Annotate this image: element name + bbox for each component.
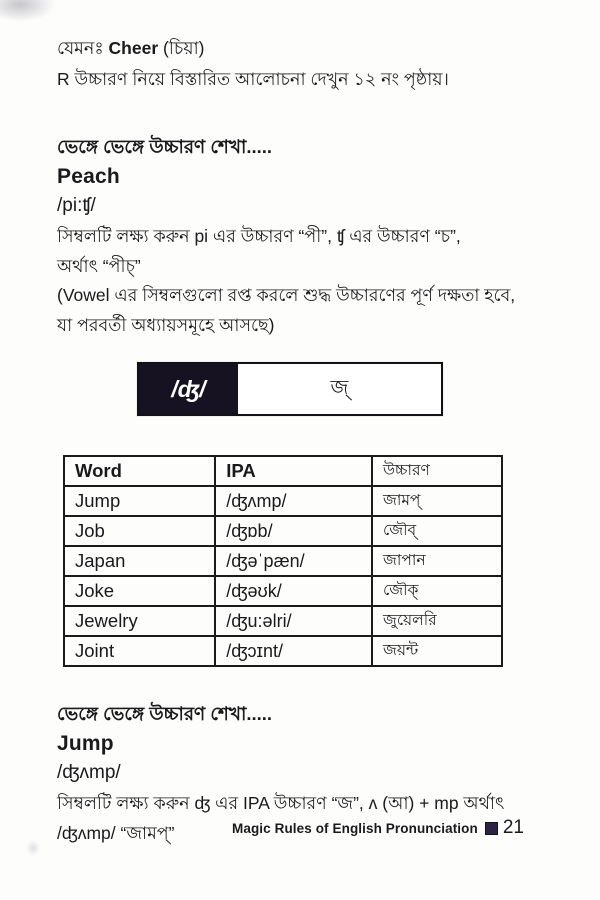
cell-bengali: জৌব্ [372,516,502,546]
cell-word: Japan [64,546,215,576]
jump-paragraph-line: সিম্বলটি লক্ষ্য করুন ʤ এর IPA উচ্চারণ “জ”, ʌ (আ) + mp অর্থাৎ [57,793,505,813]
header-ipa: IPA [215,456,372,486]
table-row [64,636,502,666]
peach-paragraph-line: (Vowel এর সিম্বলগুলো রপ্ত করলে শুদ্ধ উচ্চারণের পূর্ণ দক্ষতা হবে, [57,285,516,305]
cell-bengali: জাপান [372,546,502,576]
section-heading-jump: ভেঙ্গে ভেঙ্গে উচ্চারণ শেখা..... [57,703,273,724]
cell-bengali: জুয়েলরি [372,606,502,636]
cell-ipa: /ʤʌmp/ [215,486,372,516]
jump-paragraph-line: /ʤʌmp/ “জামপ্” [57,822,175,843]
cell-ipa: /ʤu:əlri/ [215,606,372,636]
book-title: Magic Rules of English Pronunciation [231,820,478,836]
table-header-row [64,456,502,486]
example-line [57,36,560,60]
cell-word: Jewelry [64,606,215,636]
ipa-jump: /ʤʌmp/ [57,762,121,783]
header-uccharon: উচ্চারণ [372,456,502,486]
cell-word: Jump [64,486,215,516]
sound-symbol-bengali: জ্ [330,376,349,399]
section-heading-peach: ভেঙ্গে ভেঙ্গে উচ্চারণ শেখা..... [57,136,273,157]
table-row [64,606,502,636]
cell-bengali: জয়ন্ট [372,636,502,666]
example-word: Cheer [108,38,159,58]
page-footer [232,817,524,839]
table-row [64,486,502,516]
cell-bengali: জামপ্ [372,486,502,516]
word-title-jump: Jump [57,732,114,755]
reference-note: R উচ্চারণ নিয়ে বিস্তারিত আলোচনা দেখুন ১২ নং পৃষ্ঠায়। [57,69,449,89]
peach-paragraph [57,222,560,340]
sound-symbol-ipa: /ʤ/ [139,364,238,414]
cell-ipa: /ʤəˈpæn/ [215,546,372,576]
cell-ipa: /ʤɔɪnt/ [215,636,372,666]
table-row [64,546,502,576]
word-title-peach: Peach [57,165,120,188]
cell-ipa: /ʤəʊk/ [215,576,372,606]
ipa-peach: /pi:ʧ/ [57,195,96,216]
square-bullet-icon [485,822,498,835]
sound-symbol-box [137,362,443,416]
cell-word: Joint [64,636,215,666]
table-row [64,516,502,546]
table-row [64,576,502,606]
example-label: যেমনঃ [57,38,109,58]
cell-bengali: জৌক্ [372,576,502,606]
peach-paragraph-line: সিম্বলটি লক্ষ্য করুন pi এর উচ্চারণ “পী”, ʧ এর উচ্চারণ “চ”, [57,226,461,246]
cell-word: Job [64,516,215,546]
cell-word: Joke [64,576,215,606]
pronunciation-table [63,455,503,667]
cell-ipa: /ʤɒb/ [215,516,372,546]
peach-paragraph-line: অর্থাৎ “পীচ্” [57,255,141,276]
example-gloss: (চিয়া) [158,38,205,58]
page-number: 21 [502,817,524,838]
peach-paragraph-line: যা পরবর্তী অধ্যায়সমূহে আসছে) [57,314,275,335]
header-word: Word [64,456,215,486]
